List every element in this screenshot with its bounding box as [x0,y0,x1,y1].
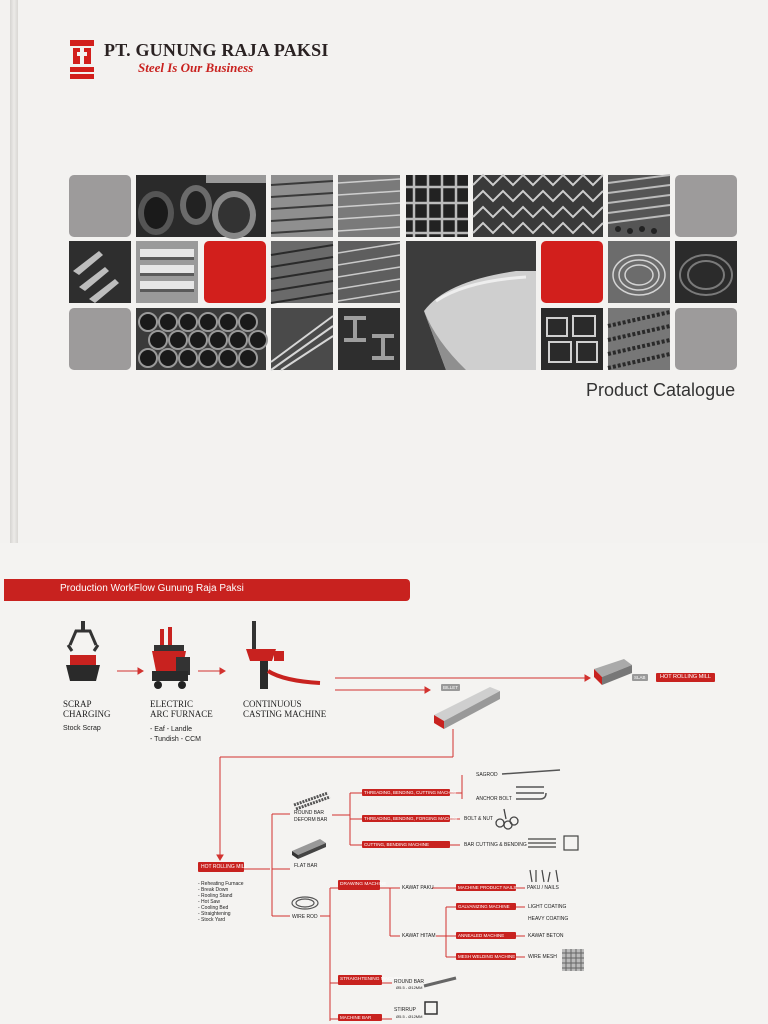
production-workflow-page [0,543,768,1024]
machine-product-nails: MACHINE PRODUCT NAILS [458,885,517,890]
flat-bar-label: FLAT BAR [294,863,318,869]
billet-label: BILLET [443,685,459,690]
workflow-connector-lines [0,543,768,1024]
cutting-bending-machine: CUTTING, BENDING MACHINE [362,841,450,848]
wire-mesh-label: WIRE MESH [528,954,557,960]
kawat-paku-label: KAWAT PAKU [402,885,434,891]
workflow-header-title: Production WorkFlow Gunung Raja Paksi [60,583,244,594]
stage-casting-line2: CASTING MACHINE [243,709,327,719]
steel-plates-photo [271,175,333,237]
round-bar-icon [294,791,330,809]
bar-cutting-icon [528,833,582,855]
hrm-step: - Break Down [198,887,229,893]
company-logo-icon [68,38,96,82]
anchor-bolt-icon [514,783,548,803]
stage-arc-furnace-sub2: - Tundish - CCM [150,736,201,743]
stage-arc-furnace-line1: ELECTRIC [150,699,193,709]
dark-wire-coil-photo [675,241,737,303]
bolt-nut-icon [494,807,520,831]
gray-tile [675,308,737,370]
round-bar-output-label: ROUND BAR [394,979,425,985]
round-bar-output-sub: Ø5.5 - Ø12MM [396,985,423,990]
cover-spine [10,0,18,543]
hrm-step: - Hot Saw [198,899,220,905]
kawat-hitam-label: KAWAT HITAM [402,933,436,939]
stage-arc-furnace-sub1: - Eaf - Landle [150,726,193,733]
gray-tile [675,175,737,237]
company-tagline: Steel Is Our Business [138,60,254,75]
stirrup-label: STIRRUP [394,1007,416,1013]
steel-sheets-photo [338,175,400,237]
pipe-ends-photo [136,308,266,370]
red-tile [541,241,603,303]
steel-bars-photo [271,241,333,303]
company-name: PT. GUNUNG RAJA PAKSI [104,40,329,60]
electric-arc-furnace-icon [146,627,192,691]
anchor-bolt-label: ANCHOR BOLT [476,796,512,802]
steel-coil-sheet-photo [406,241,536,370]
flat-bar-icon [292,839,326,859]
machine-bar: MACHINE BAR [338,1014,382,1021]
steel-beams-photo [338,308,400,370]
stage-scrap-charging-line2: CHARGING [63,709,111,719]
light-coating-label: LIGHT COATING [528,904,567,910]
mesh-welding-machine: MESH WELDING MACHINE [458,954,516,959]
bar-cutting-label: BAR CUTTING & BENDING [464,842,527,848]
billet-icon [434,687,500,729]
gray-tile [69,308,131,370]
wire-coil-photo [608,241,670,303]
wire-rod-icon [290,895,320,911]
stage-arc-furnace-line2: ARC FURNACE [150,709,213,719]
annealed-machine: ANNEALED MACHINE [456,932,516,939]
hrm-step: - Rooling Stand [198,893,233,899]
expanded-metal-photo [473,175,603,237]
sagrod-label: SAGROD [476,772,498,778]
round-bar-output-icon [424,977,458,987]
threading-cutting-machine: THREADING, BENDING, CUTTING MACHINE [364,790,459,795]
wire-mesh-icon [562,949,584,971]
steel-profiles-photo [271,308,333,370]
galvanizing-machine: GALVANIZING MACHINE [456,903,516,910]
angle-bars-photo [69,241,131,303]
straightening-machine: STRAIGHTENING MACHINE [338,975,382,985]
scrap-charging-icon [62,621,104,687]
steel-rods-photo [608,175,670,237]
hrm-step: - Straightening [198,911,231,917]
steel-grating-photo [406,175,468,237]
deformed-bars-photo [608,308,670,370]
hot-rolling-mill-top-label: HOT ROLLING MILL [656,673,715,682]
hrm-step: - Reheating Furnace [198,881,244,887]
heavy-coating-label: HEAVY COATING [528,916,569,922]
slab-icon [594,659,632,685]
slab-label: SLAB [634,675,646,680]
stirrup-sub: Ø5.5 - Ø12MM [396,1014,423,1019]
hrm-step: - Stock Yard [198,917,226,923]
stirrup-icon [424,1001,438,1015]
channel-bars-photo [136,241,198,303]
threading-forging-machine: THREADING, BENDING, FORGING MACHINE [364,816,460,821]
flat-bars-photo [338,241,400,303]
gray-tile [69,175,131,237]
wire-rod-label: WIRE ROD [292,914,318,920]
deform-bar-label: DEFORM BAR [294,817,328,823]
stage-scrap-charging-line1: SCRAP [63,699,92,709]
red-tile [204,241,266,303]
continuous-casting-machine-icon [244,621,322,691]
steel-pipes-photo [136,175,266,237]
hrm-step: - Cooling Bed [198,905,229,911]
paku-nails-label: PAKU / NAILS [527,885,559,891]
square-tubes-photo [541,308,603,370]
sagrod-icon [502,768,562,776]
round-bar-label: ROUND BAR [294,810,325,816]
hot-rolling-mill-box: HOT ROLLING MILL [198,862,244,872]
catalogue-title: Product Catalogue [586,380,736,400]
stage-scrap-charging-sub: Stock Scrap [63,725,101,732]
stage-casting-line1: CONTINUOUS [243,699,302,709]
kawat-beton-label: KAWAT BETON [528,933,564,939]
bolt-nut-label: BOLT & NUT [464,816,493,822]
nails-icon [528,870,562,884]
drawing-machine: DRAWING MACHINE [338,880,380,890]
